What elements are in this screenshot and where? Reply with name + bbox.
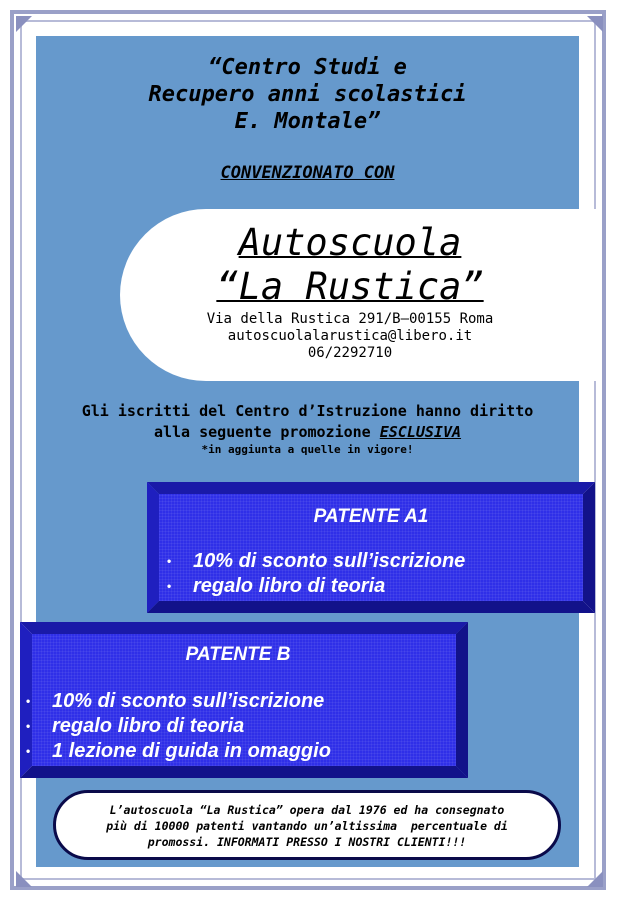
offer-box-b (20, 622, 468, 778)
bullet-icon: • (167, 579, 172, 593)
promotion-text (36, 401, 579, 443)
offer-item: • 10% di sconto sull’iscrizione (26, 690, 325, 712)
driving-school-name (120, 221, 580, 309)
bullet-icon: • (26, 694, 31, 708)
school-name-line: Recupero anni scolastici (148, 82, 467, 107)
corner-ornament (587, 16, 603, 32)
offer-title: PATENTE A1 (313, 506, 429, 527)
offer-item: • regalo libro di teoria (26, 715, 245, 737)
offer-list (20, 689, 331, 764)
email: autoscuolalarustica@libero.it (227, 328, 473, 344)
bullet-icon: • (167, 554, 172, 568)
promotion-note: *in aggiunta a quelle in vigore! (201, 443, 414, 456)
footer-text (60, 802, 554, 850)
bullet-icon: • (26, 744, 31, 758)
bullet-icon: • (26, 719, 31, 733)
school-name (36, 54, 579, 135)
offer-list (161, 549, 465, 599)
corner-ornament (587, 871, 603, 887)
school-name-line: “Centro Studi e (208, 55, 407, 80)
phone: 06/2292710 (307, 345, 393, 361)
footer-line: più di 10000 patenti vantando un’altissima percentuale di (106, 819, 508, 833)
driving-school-name-line2: “La Rustica” (216, 265, 484, 308)
footer-line: promossi. INFORMATI PRESSO I NOSTRI CLIENTI!!! (147, 835, 467, 849)
promotion-line1: Gli iscritti del Centro d’Istruzione hanno diritto (81, 402, 534, 420)
exclusive-label: ESCLUSIVA (379, 423, 462, 441)
corner-ornament (16, 871, 32, 887)
offer-title: PATENTE B (185, 644, 291, 665)
driving-school-contacts (120, 311, 580, 362)
address: Via della Rustica 291/B–00155 Roma (206, 311, 494, 327)
offer-item: • 10% di sconto sull’iscrizione (167, 550, 466, 572)
offer-box-a1 (147, 482, 595, 613)
promotion-line2: alla seguente promozione ESCLUSIVA (153, 423, 462, 441)
footer-line: L’autoscuola “La Rustica” opera dal 1976 ed ha consegnato (109, 803, 505, 817)
offer-item: • regalo libro di teoria (167, 575, 386, 597)
offer-item: • 1 lezione di guida in omaggio (26, 740, 331, 762)
convention-heading: CONVENZIONATO CON (220, 163, 395, 183)
school-name-line: E. Montale” (234, 109, 381, 134)
corner-ornament (16, 16, 32, 32)
driving-school-name-line1: Autoscuola (238, 221, 462, 264)
